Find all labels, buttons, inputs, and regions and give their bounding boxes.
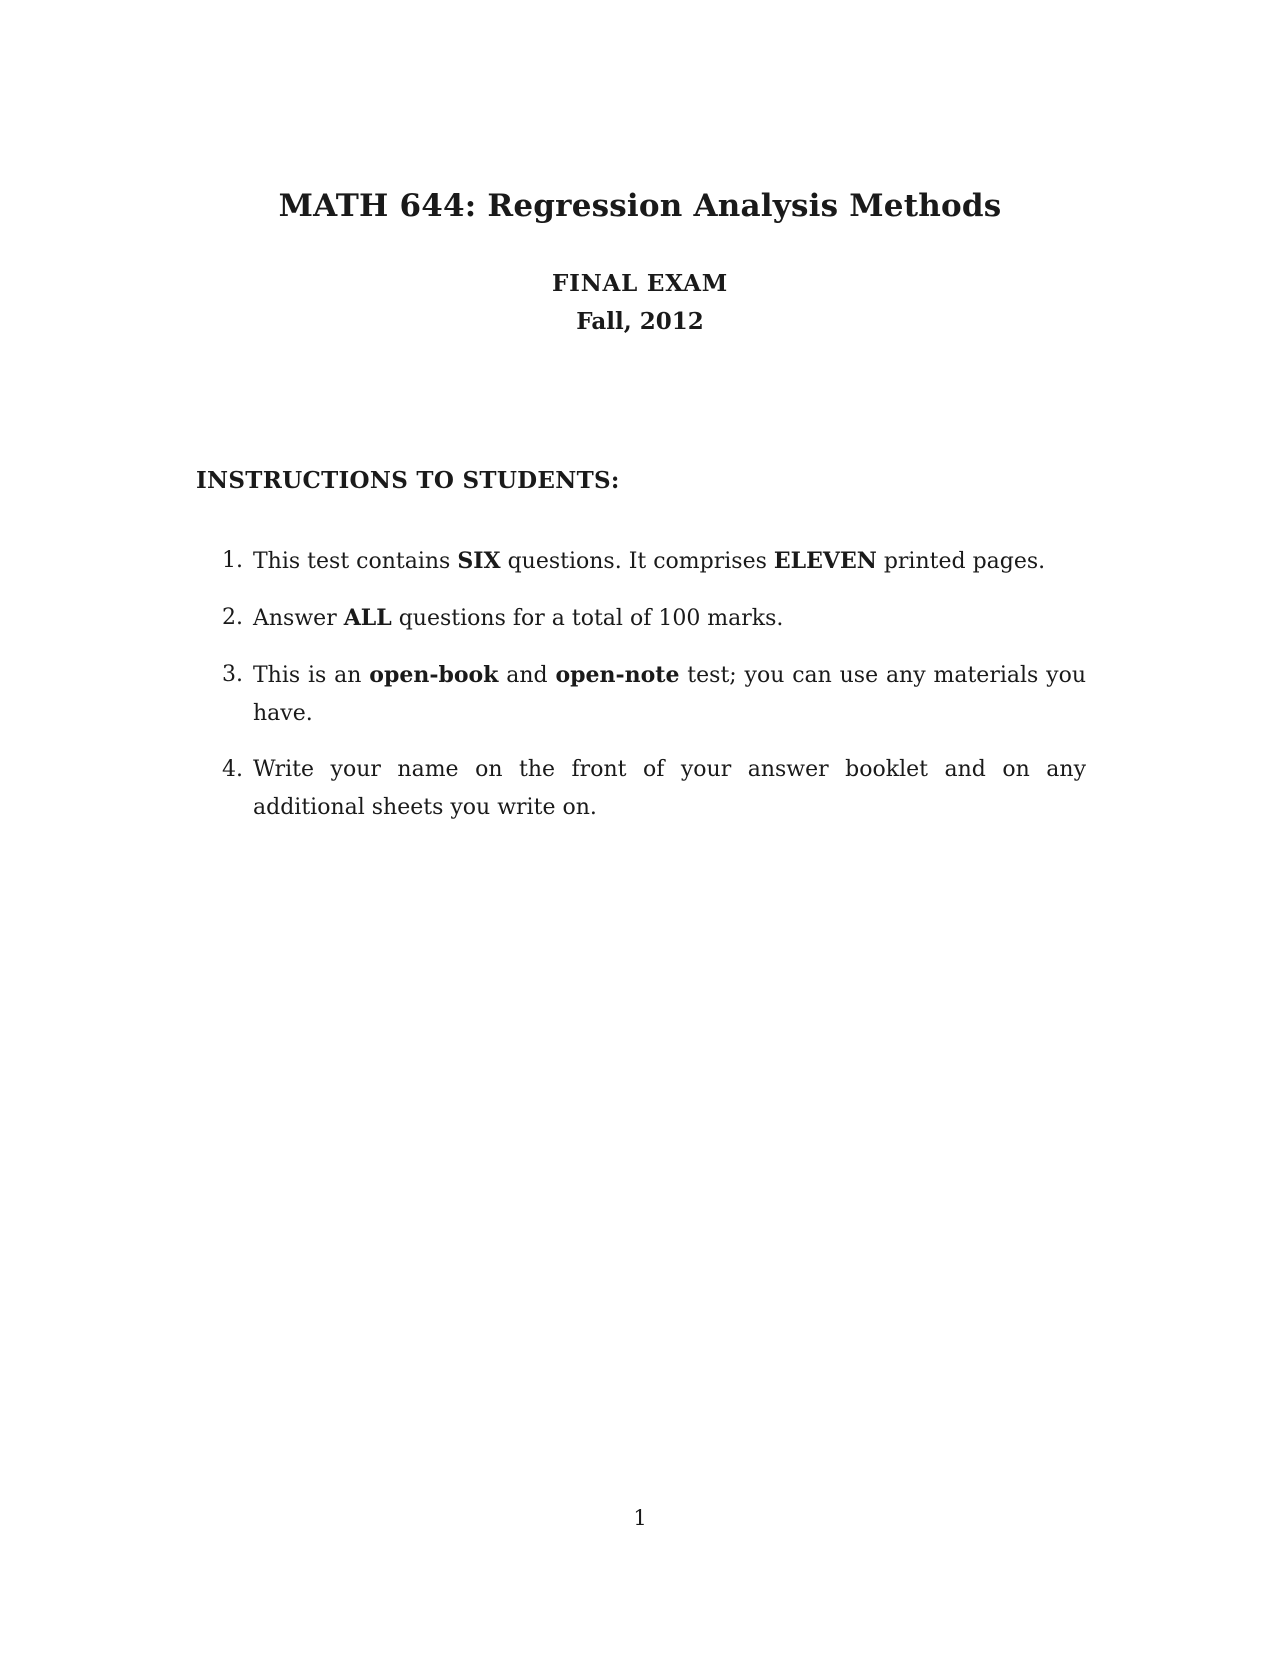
page-number: 1 bbox=[633, 1506, 647, 1530]
emphasis-text: ALL bbox=[343, 605, 392, 631]
emphasis-text: ELEVEN bbox=[773, 548, 877, 574]
text-run: This is an bbox=[253, 663, 370, 688]
text-run: Write your name on the front of your answer booklet and on any additional sheets you write on. bbox=[253, 757, 1086, 820]
text-run: questions. It comprises bbox=[500, 549, 774, 574]
text-run: This test contains bbox=[253, 549, 458, 574]
text-run: questions for a total of 100 marks. bbox=[391, 606, 784, 631]
text-run: Answer bbox=[253, 606, 344, 631]
instruction-number: 1. bbox=[222, 548, 243, 573]
emphasis-text: open-note bbox=[555, 662, 680, 688]
instructions-list bbox=[196, 542, 1086, 845]
emphasis-text: SIX bbox=[457, 548, 501, 574]
instruction-number: 4. bbox=[222, 757, 243, 782]
exam-type: FINAL EXAM bbox=[552, 270, 728, 297]
exam-term: Fall, 2012 bbox=[576, 308, 704, 335]
text-run: printed pages. bbox=[876, 549, 1046, 574]
instruction-number: 2. bbox=[222, 605, 243, 630]
text-run: and bbox=[498, 663, 556, 688]
instruction-number: 3. bbox=[222, 662, 243, 687]
instruction-text bbox=[253, 606, 783, 631]
instruction-text bbox=[253, 663, 1086, 726]
instruction-text bbox=[253, 757, 1086, 820]
instruction-item bbox=[196, 599, 1086, 638]
text-run: test; you can use any materials you have. bbox=[253, 663, 1086, 726]
emphasis-text: open-book bbox=[369, 662, 499, 688]
instruction-item bbox=[196, 751, 1086, 827]
course-title: MATH 644: Regression Analysis Methods bbox=[278, 188, 1002, 224]
instruction-text bbox=[253, 549, 1045, 574]
instruction-item bbox=[196, 542, 1086, 581]
instruction-item bbox=[196, 656, 1086, 733]
instructions-heading: INSTRUCTIONS TO STUDENTS: bbox=[196, 467, 620, 494]
